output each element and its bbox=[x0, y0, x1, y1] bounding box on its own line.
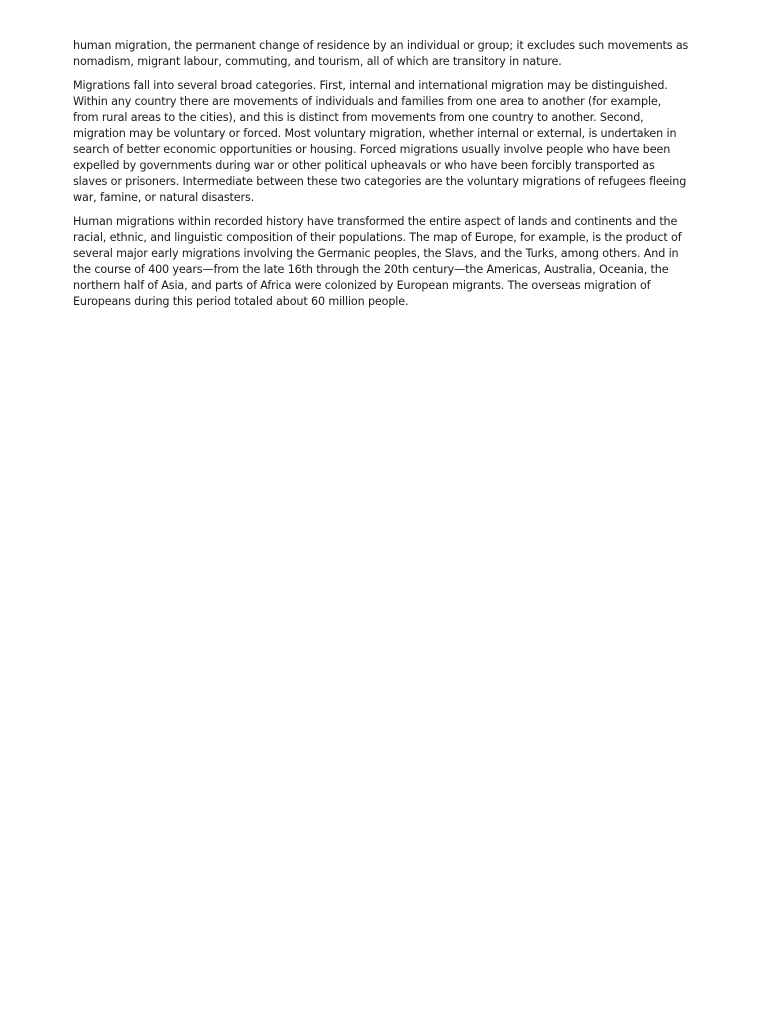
document-body bbox=[73, 38, 689, 318]
paragraph-categories: Migrations fall into several broad categories. First, internal and international migration may be distinguished. Within any country there are movements of individuals and families from one area to another (for example, from rural areas to the cities), and this is distinct from movements from one country to another. Second, migration may be voluntary or forced. Most voluntary migration, whether internal or external, is undertaken in search of better economic opportunities or housing. Forced migrations usually involve people who have been expelled by governments during war or other political upheavals or who have been forcibly transported as slaves or prisoners. Intermediate between these two categories are the voluntary migrations of refugees fleeing war, famine, or natural disasters. bbox=[73, 79, 687, 204]
paragraph-intro: human migration, the permanent change of residence by an individual or group; it excludes such movements as nomadism, migrant labour, commuting, and tourism, all of which are transitory in nature. bbox=[73, 39, 689, 68]
paragraph-history: Human migrations within recorded history have transformed the entire aspect of lands and continents and the racial, ethnic, and linguistic composition of their populations. The map of Europe, for example, is the product of several major early migrations involving the Germanic peoples, the Slavs, and the Turks, among others. And in the course of 400 years—from the late 16th through the 20th century—the Americas, Australia, Oceania, the northern half of Asia, and parts of Africa were colonized by European migrants. The overseas migration of Europeans during this period totaled about 60 million people. bbox=[73, 215, 682, 308]
